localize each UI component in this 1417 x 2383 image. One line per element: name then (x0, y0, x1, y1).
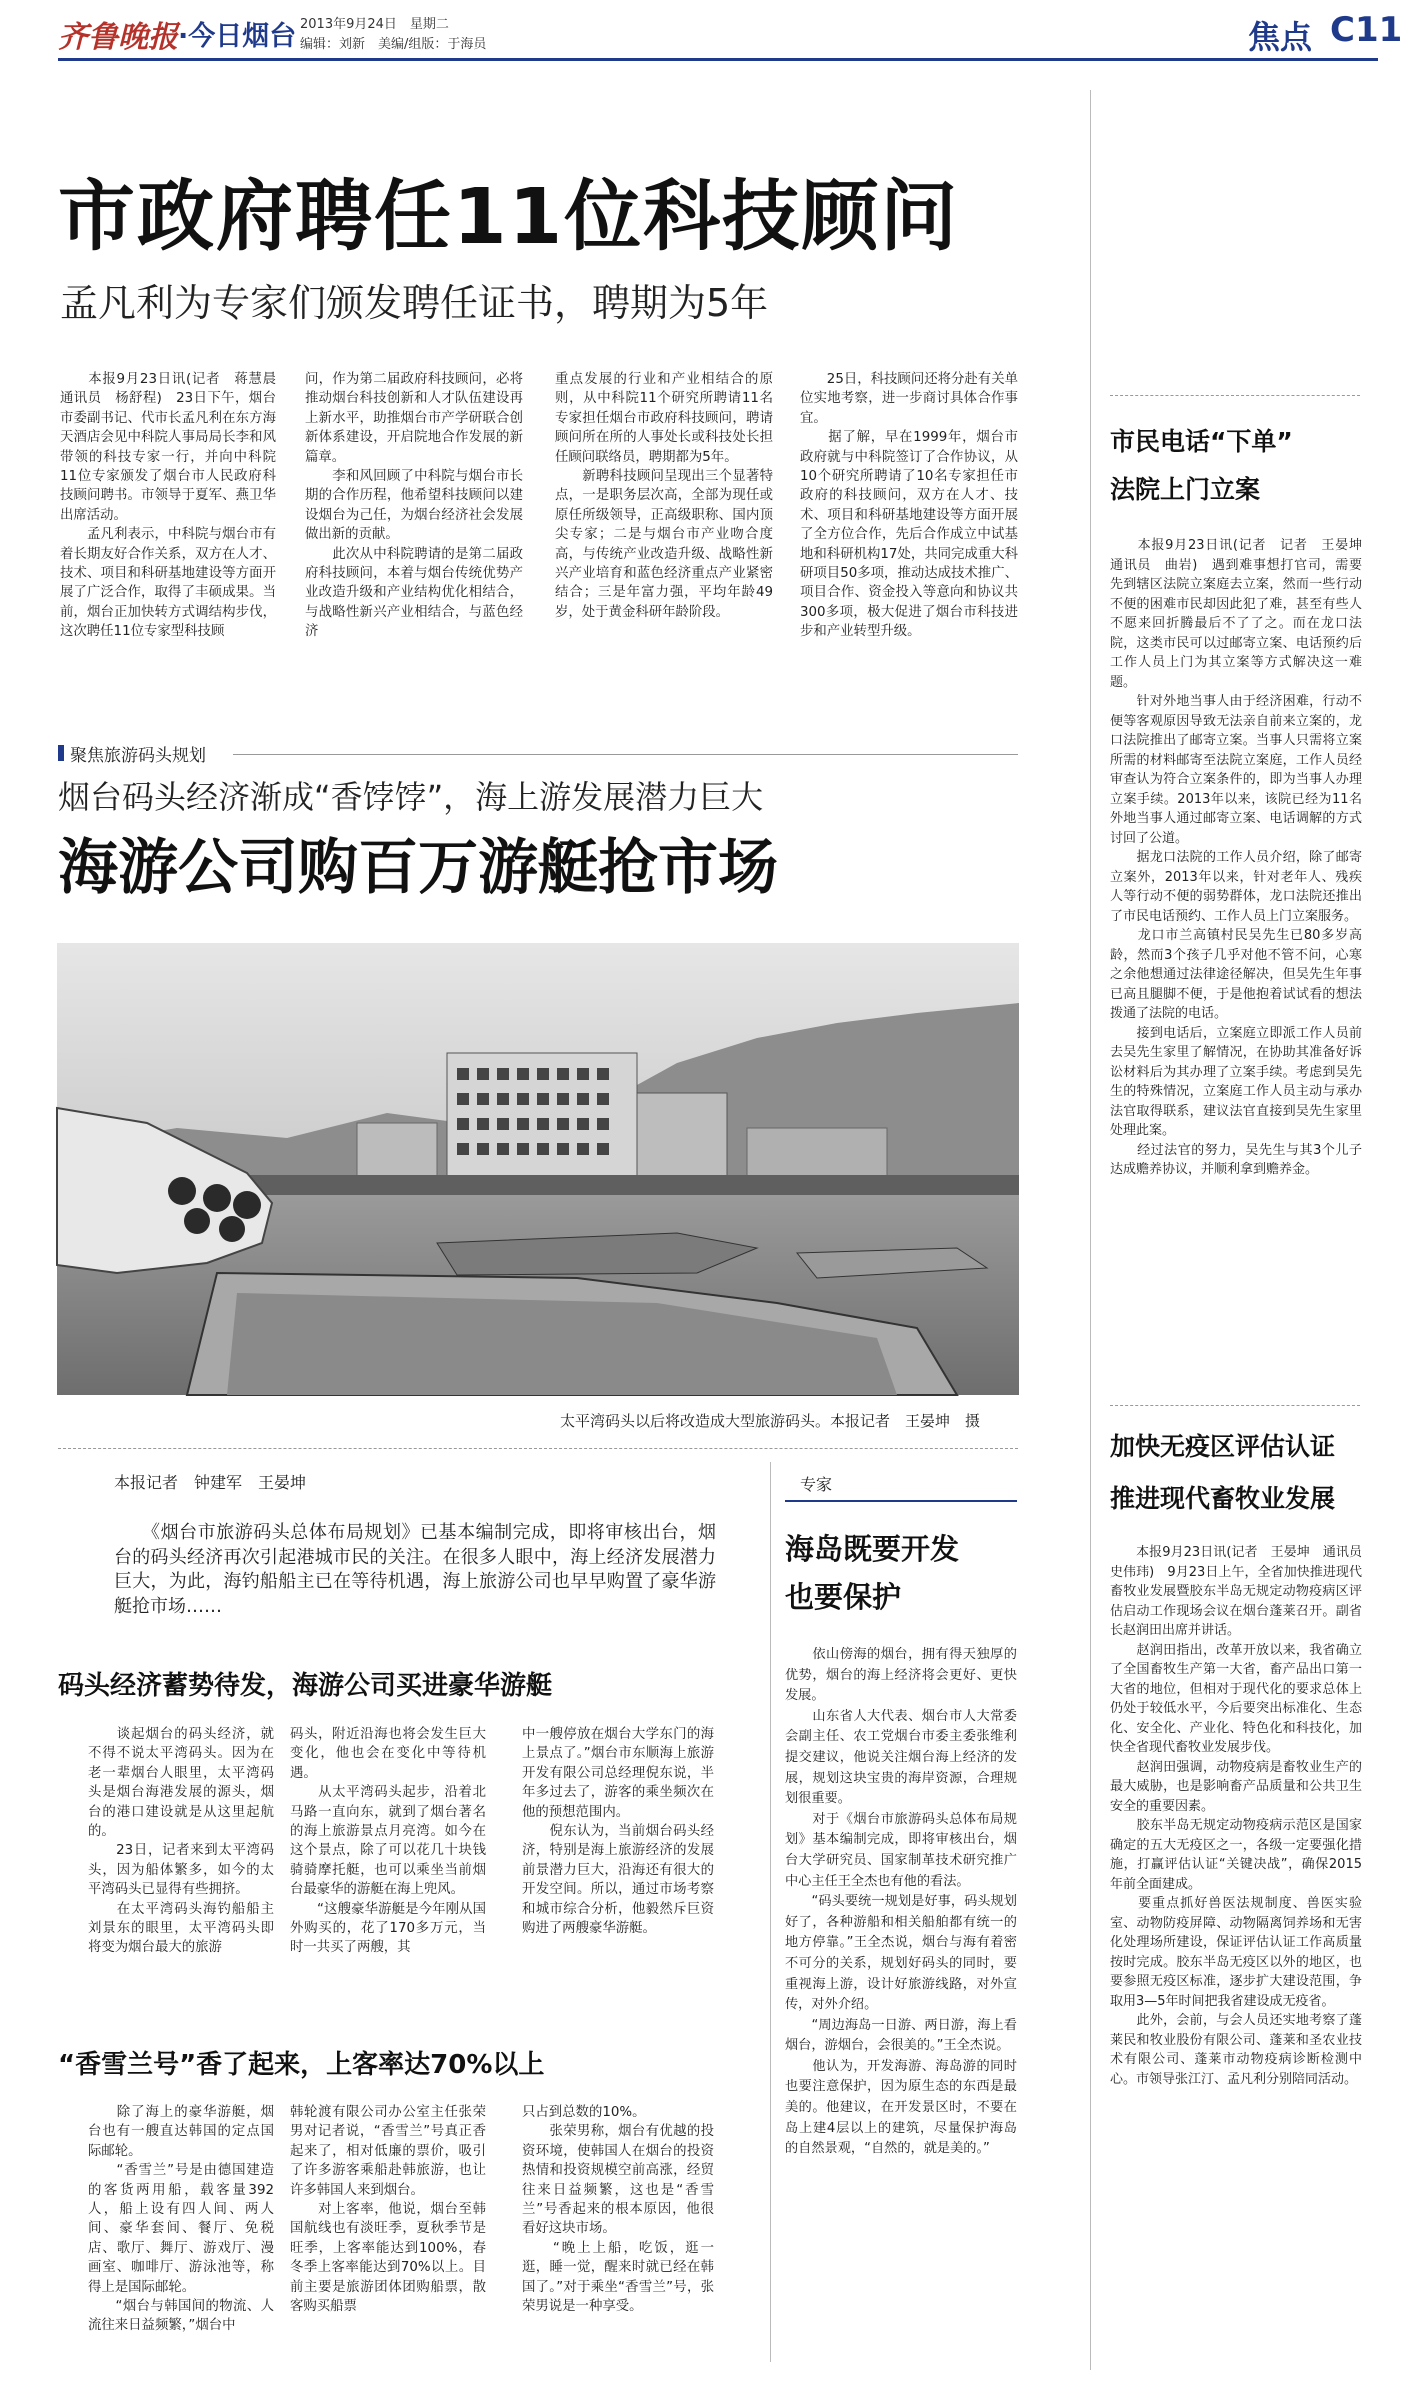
tourism-headline: 海游公司购百万游艇抢市场 (58, 833, 778, 903)
kicker-bar (58, 745, 64, 761)
side2-title-line1: 加快无疫区评估认证 (1110, 1432, 1336, 1461)
tourism-lead: 《烟台市旅游码头总体布局规划》已基本编制完成，即将审核出台，烟台的码头经济再次引起港城市民的关注。在很多人眼中，海上经济发展潜力巨大，为此，海钓船船主已在等待机遇，海上旅游公司也早早购置了豪华游艇抢市场…… (114, 1522, 716, 1617)
photo-caption: 太平湾码头以后将改造成大型旅游码头。本报记者 王晏坤 摄 (560, 1412, 981, 1430)
tourism-kicker (58, 741, 1018, 765)
section-tag: 焦点 (1248, 18, 1313, 56)
expert-text: 依山傍海的烟台，拥有得天独厚的优势，烟台的海上经济将会更好、更快发展。 山东省人大代表、烟台市人大常委会副主任、农工党烟台市委主委张维利提交建议，他说关注烟台海上经济的发展，规划这块宝贵的海岸资源，合理规划很重要。 对于《烟台市旅游码头总体布局规划》基本编制完成，即将审核出台，烟台大学研究员、国家制革技术研究推广中心主任王全杰也有他的看法。 “码头要统一规划是好事，码头规划好了，各种游船和相关船舶都有统一的地方停靠。”王全杰说，烟台与海有着密不可分的关系，规划好码头的同时，要重视海上游，设计好旅游线路，对外宣传，对外介绍。 “周边海岛一日游、两日游，海上看烟台，游烟台，会很美的。”王全杰说。 他认为，开发海游、海岛游的同时也要注意保护，因为原生态的东西是最美的。他建议，在开发景区时，不要在岛上建4层以上的建筑，尽量保护海岛的自然景观，“自然的，就是美的。” (785, 1647, 1017, 2157)
expert-tag: 专家 (800, 1475, 833, 1494)
masthead (0, 0, 1417, 62)
side2-title-line2: 推进现代畜牧业发展 (1110, 1484, 1336, 1513)
sidebar-divider (1090, 90, 1091, 2370)
side1-top-rule (1110, 395, 1360, 396)
main-col-4: 25日，科技顾问还将分赴有关单位实地考察，进一步商讨具体合作事宜。 据了解，早在1999年，烟台市政府就与中科院签订了合作协议，从10个研究所聘请了10名专家担任市政府的科技顾问，双方在人才、技术、项目和科研基地建设等方面开展了全方位合作，先后合作成立中试基地和科研机构17处，共同完成重大科研项目50多项，推动达成技术推广、项目合作、资金投入等意向和协议共300多项，极大促进了烟台市科技进步和产业转型升级。 (800, 372, 1018, 640)
expert-divider (770, 1462, 771, 2362)
editor-line: 编辑：刘新 美编/组版：于海员 (300, 37, 487, 52)
section-name: ·今日烟台 (178, 21, 297, 52)
paper-name: 齐鲁晚报 (58, 20, 178, 55)
expert-tag-rule (785, 1500, 1017, 1502)
tourism-pre-headline: 烟台码头经济渐成“香饽饽”，海上游发展潜力巨大 (58, 778, 764, 816)
tourism-col-b1: 除了海上的豪华游艇，烟台也有一艘直达韩国的定点国际邮轮。 “香雪兰”号是由德国建造的客货两用船，载客量392人，船上设有四人间、两人间、豪华套间、餐厅、免税店、歌厅、舞厅、游戏厅、漫画室、咖啡厅、游泳池等，称得上是国际邮轮。 “烟台与韩国间的物流、人流往来日益频繁，”烟台中 (88, 2105, 274, 2334)
masthead-rule (58, 58, 1378, 61)
main-col-1: 本报9月23日讯(记者 蒋慧晨 通讯员 杨舒程) 23日下午，烟台市委副书记、代市长孟凡利在东方海天酒店会见中科院人事局局长李和风带领的科技专家一行，并向中科院11位专家颁发了烟台市人民政府科技顾问聘书。市领导于夏军、燕卫华出席活动。 孟凡利表示，中科院与烟台市有着长期友好合作关系，双方在人才、技术、项目和科研基地建设等方面开展了广泛合作，取得了丰硕成果。当前，烟台正加快转方式调结构步伐，这次聘任11位专家型科技顾 (60, 372, 276, 640)
date-line: 2013年9月24日 星期二 (300, 17, 449, 32)
kicker-rule (233, 754, 1018, 755)
expert-title-line2: 也要保护 (785, 1580, 902, 1614)
side2-top-rule (1110, 1405, 1360, 1406)
side1-title-line2: 法院上门立案 (1110, 475, 1261, 504)
tourism-col-a2: 码头，附近沿海也将会发生巨大变化，他也会在变化中等待机遇。 从太平湾码头起步，沿着北马路一直向东，就到了烟台著名的海上旅游景点月亮湾。如今在这个景点，除了可以花几十块钱骑骑摩托艇，也可以乘坐当前烟台最豪华的游艇在海上兜风。 “这艘豪华游艇是今年刚从国外购买的，花了170多万元，当时一共买了两艘，其 (290, 1727, 486, 1956)
main-col-2: 问，作为第二届政府科技顾问，必将推动烟台科技创新和人才队伍建设再上新水平，助推烟台市产学研联合创新体系建设，开启院地合作发展的新篇章。 李和风回顾了中科院与烟台市长期的合作历程，他希望科技顾问以建设烟台为己任，为烟台经济社会发展做出新的贡献。 此次从中科院聘请的是第二届政府科技顾问，本着与烟台传统优势产业改造升级和产业结构优化相结合，与战略性新兴产业相结合，与蓝色经济 (305, 372, 523, 640)
kicker-text: 聚焦旅游码头规划 (70, 746, 206, 766)
tourism-subhead-2: “香雪兰号”香了起来，上客率达70%以上 (58, 2050, 545, 2080)
photo-rule (58, 1448, 1018, 1449)
tourism-col-a3: 中一艘停放在烟台大学东门的海上景点了。”烟台市东顺海上旅游开发有限公司总经理倪东说，半年多过去了，游客的乘坐频次在他的预想范围内。 倪东认为，当前烟台码头经济，特别是海上旅游经济的发展前景潜力巨大，沿海还有很大的开发空间。所以，通过市场考察和城市综合分析，他毅然斥巨资购进了两艘豪华游艇。 (522, 1727, 714, 1937)
side2-text: 本报9月23日讯(记者 王晏坤 通讯员 史伟玮) 9月23日上午，全省加快推进现代畜牧业发展暨胶东半岛无规定动物疫病区评估启动工作现场会议在烟台蓬莱召开。副省长赵润田出席并讲话。 赵润田指出，改革开放以来，我省确立了全国畜牧生产第一大省，畜产品出口第一大省的地位，但相对于现代化的要求总体上仍处于较低水平，今后要突出标准化、生态化、安全化、产业化、特色化和科技化，加快全省现代畜牧业发展步伐。 赵润田强调，动物疫病是畜牧业生产的最大威胁，也是影响畜产品质量和公共卫生安全的重要因素。 胶东半岛无规定动物疫病示范区是国家确定的五大无疫区之一，各级一定要强化措施，打赢评估认证“关键决战”，确保2015年前全面建成。 要重点抓好兽医法规制度、兽医实验室、动物防疫屏障、动物隔离饲养场和无害化处理场所建设，保证评估认证工作高质量按时完成。胶东半岛无疫区以外的地区，也要参照无疫区标准，逐步扩大建设范围，争取用3—5年时间把我省建设成无疫省。 此外，会前，与会人员还实地考察了蓬莱民和牧业股份有限公司、蓬莱和圣农业技术有限公司、蓬莱市动物疫病诊断检测中心。市领导张江汀、孟凡利分别陪同活动。 (1110, 1545, 1362, 2087)
tourism-col-b2: 韩轮渡有限公司办公室主任张荣男对记者说，“香雪兰”号真正香起来了，相对低廉的票价，吸引了许多游客乘船赴韩旅游，也让许多韩国人来到烟台。 对上客率，他说，烟台至韩国航线也有淡旺季，夏秋季节是旺季，上客率能达到100%，春冬季上客率能达到70%以上。目前主要是旅游团体团购船票，散客购买船票 (290, 2105, 486, 2315)
tourism-subhead-1: 码头经济蓄势待发，海游公司买进豪华游艇 (58, 1671, 553, 1701)
harbor-photo (57, 943, 1019, 1395)
main-subhead: 孟凡利为专家们颁发聘任证书，聘期为5年 (60, 281, 769, 325)
side1-title-line1: 市民电话“下单” (1110, 427, 1293, 456)
expert-title-line1: 海岛既要开发 (785, 1532, 960, 1566)
side1-text: 本报9月23日讯(记者 记者 王晏坤 通讯员 曲岩) 遇到难事想打官司，需要先到辖区法院立案庭去立案，然而一些行动不便的困难市民却因此犯了难，甚至有些人不愿来回折腾最后不了了之。而在龙口法院，这类市民可以过邮寄立案、电话预约后工作人员上门为其立案等方式解决这一难题。 针对外地当事人由于经济困难，行动不便等客观原因导致无法亲自前来立案的，龙口法院推出了邮寄立案。当事人只需将立案所需的材料邮寄至法院立案庭，工作人员经审查认为符合立案条件的，即为当事人办理立案手续。2013年以来，该院已经为11名外地当事人通过邮寄立案、电话调解的方式讨回了公道。 据龙口法院的工作人员介绍，除了邮寄立案外，2013年以来，针对老年人、残疾人等行动不便的弱势群体，龙口法院还推出了市民电话预约、工作人员上门立案服务。 龙口市兰高镇村民吴先生已80多岁高龄，然而3个孩子几乎对他不管不问，心寒之余他想通过法律途径解决，但吴先生年事已高且腿脚不便，于是他抱着试试看的想法拨通了法院的电话。 接到电话后，立案庭立即派工作人员前去吴先生家里了解情况，在协助其准备好诉讼材料后为其办理了立案手续。考虑到吴先生的特殊情况，立案庭工作人员主动与承办法官取得联系，建议法官直接到吴先生家里处理此案。 经过法官的努力，吴先生与其3个儿子达成赡养协议，并顺利拿到赡养金。 (1110, 538, 1362, 1177)
tourism-col-b3: 只占到总数的10%。 张荣男称，烟台有优越的投资环境，使韩国人在烟台的投资热情和投资规模空前高涨，经贸往来日益频繁，这也是“香雪兰”号香起来的根本原因，他很看好这块市场。 “晚上上船，吃饭，逛一逛，睡一觉，醒来时就已经在韩国了。”对于乘坐“香雪兰”号，张荣男说是一种享受。 (522, 2105, 714, 2315)
tourism-byline: 本报记者 钟建军 王晏坤 (114, 1473, 307, 1492)
tourism-col-a1: 谈起烟台的码头经济，就不得不说太平湾码头。因为在老一辈烟台人眼里，太平湾码头是烟台海港发展的源头，烟台的港口建设就是从这里起航的。 23日，记者来到太平湾码头，因为船体繁多，如今的太平湾码头已显得有些拥挤。 在太平湾码头海钓船船主刘景东的眼里，太平湾码头即将变为烟台最大的旅游 (88, 1727, 274, 1956)
main-headline: 市政府聘任11位科技顾问 (58, 173, 960, 262)
main-col-3: 重点发展的行业和产业相结合的原则，从中科院11个研究所聘请11名专家担任烟台市政府科技顾问，聘请顾问所在所的人事处长或科技处长担任顾问联络员，聘期都为5年。 新聘科技顾问呈现出三个显著特点，一是职务层次高，全部为现任或原任所级领导，正高级职称、国内顶尖专家；二是与烟台市产业吻合度高，与传统产业改造升级、战略性新兴产业培育和蓝色经济重点产业紧密结合；三是年富力强，平均年龄49岁，处于黄金科研年龄阶段。 (555, 372, 773, 620)
harbor-photo-art (57, 943, 1019, 1395)
page-number: C11 (1330, 10, 1403, 50)
